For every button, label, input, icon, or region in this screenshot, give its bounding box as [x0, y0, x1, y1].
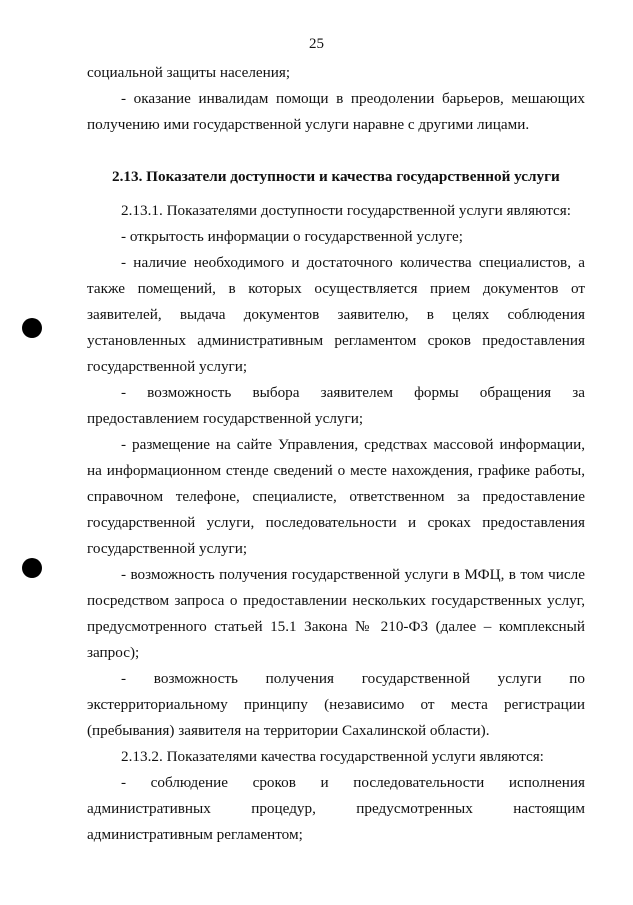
- paragraph-availability-intro: 2.13.1. Показателями доступности государственной услуги являются:: [121, 202, 571, 219]
- binder-hole-top: [22, 318, 42, 338]
- paragraph-social-protection: социальной защиты населения;: [87, 64, 291, 81]
- document-body: [87, 60, 585, 848]
- paragraph-quality-intro: 2.13.2. Показателями качества государственной услуги являются:: [121, 748, 544, 765]
- paragraph-info-openness: - открытость информации о государственной услуге;: [121, 228, 463, 245]
- binder-hole-bottom: [22, 558, 42, 578]
- paragraph-extraterritorial: - возможность получения государственной услуги по экстерриториальному принципу (независимо от места регистрации (пребывания) заявителя на территории Сахалинской области).: [87, 670, 585, 739]
- paragraph-deadlines: - соблюдение сроков и последовательности исполнения административных процедур, предусмотренных настоящим административным регламентом;: [87, 774, 585, 843]
- section-heading: 2.13. Показатели доступности и качества государственной услуги: [112, 168, 560, 185]
- page-number: 25: [309, 36, 324, 52]
- paragraph-form-choice: - возможность выбора заявителем формы обращения за предоставлением государственной услуги;: [87, 384, 585, 427]
- paragraph-specialists: - наличие необходимого и достаточного количества специалистов, а также помещений, в которых осуществляется прием документов от заявителей, выдача документов заявителю, в целях соблюдения установленных административным регламентом сроков предоставления государственной услуги;: [87, 254, 585, 375]
- paragraph-website-info: - размещение на сайте Управления, средствах массовой информации, на информационном стенде сведений о месте нахождения, графике работы, справочном телефоне, специалисте, ответственном за предоставление государственной услуги, последовательности и сроках предоставления государственной услуги;: [87, 436, 585, 557]
- paragraph-disabled-assistance: - оказание инвалидам помощи в преодолении барьеров, мешающих получению ими государственной услуги наравне с другими лицами.: [87, 90, 585, 133]
- paragraph-mfc: - возможность получения государственной услуги в МФЦ, в том числе посредством запроса о предоставлении нескольких государственных услуг, предусмотренного статьей 15.1 Закона № 210-ФЗ (далее – комплексный запрос);: [87, 566, 585, 661]
